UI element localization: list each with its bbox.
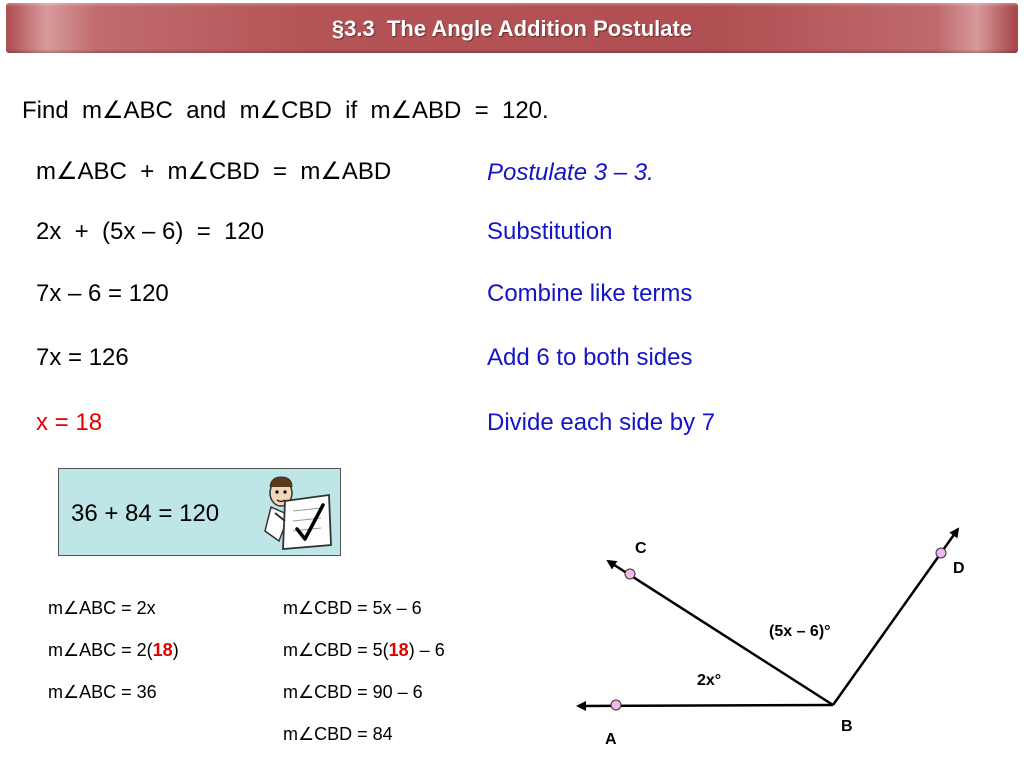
check-answer-box xyxy=(58,468,341,556)
point-a-label: A xyxy=(605,731,617,748)
cbd-work-1 xyxy=(283,598,422,619)
cbd-work-2-value: 18 xyxy=(388,640,409,660)
step-2-statement: 2x + (5x – 6) = 120 xyxy=(36,218,265,245)
abc-work-2-prefix: m∠ABC = 2( xyxy=(48,640,153,660)
cbd-work-4-text: m∠CBD = 84 xyxy=(283,724,393,744)
angle-cbd-label: (5x – 6)° xyxy=(769,623,831,640)
abc-work-2-suffix: ) xyxy=(172,640,179,660)
abc-work-3-text: m∠ABC = 36 xyxy=(48,682,157,702)
cbd-work-2-suffix: ) – 6 xyxy=(408,640,445,660)
abc-work-1 xyxy=(48,598,156,619)
problem-statement: Find m∠ABC and m∠CBD if m∠ABD = 120. xyxy=(22,97,549,124)
angle-abc-label: 2x° xyxy=(697,672,722,689)
point-c-label: C xyxy=(635,540,647,557)
cbd-work-2 xyxy=(283,640,445,661)
angle-diagram xyxy=(560,520,980,760)
abc-work-2 xyxy=(48,640,179,661)
cbd-work-1-text: m∠CBD = 5x – 6 xyxy=(283,598,422,618)
abc-work-2-value: 18 xyxy=(152,640,173,660)
step-5-reason: Divide each side by 7 xyxy=(487,409,716,436)
step-3-statement: 7x – 6 = 120 xyxy=(36,280,169,307)
point-b-label: B xyxy=(841,718,853,735)
abc-work-1-text: m∠ABC = 2x xyxy=(48,598,156,618)
step-4-statement: 7x = 126 xyxy=(36,344,129,371)
step-3-reason: Combine like terms xyxy=(487,280,693,307)
slide-title: §3.3 The Angle Addition Postulate xyxy=(331,16,693,41)
abc-work-3 xyxy=(48,682,157,703)
step-5-statement: x = 18 xyxy=(36,409,103,436)
step-4-reason: Add 6 to both sides xyxy=(487,344,693,371)
step-1-reason: Postulate 3 – 3. xyxy=(487,159,654,186)
slide-title-bar xyxy=(6,3,1018,53)
point-d-label: D xyxy=(953,560,965,577)
cbd-work-2-prefix: m∠CBD = 5( xyxy=(283,640,389,660)
cbd-work-3-text: m∠CBD = 90 – 6 xyxy=(283,682,423,702)
step-1-statement: m∠ABC + m∠CBD = m∠ABD xyxy=(36,158,392,185)
point-a-marker xyxy=(611,700,621,710)
check-equation: 36 + 84 = 120 xyxy=(71,500,220,527)
step-2-reason: Substitution xyxy=(487,218,613,245)
point-d-marker xyxy=(936,548,946,558)
point-c-marker xyxy=(625,569,635,579)
person-with-checklist-icon xyxy=(259,471,337,551)
cbd-work-3 xyxy=(283,682,423,703)
cbd-work-4 xyxy=(283,724,393,745)
